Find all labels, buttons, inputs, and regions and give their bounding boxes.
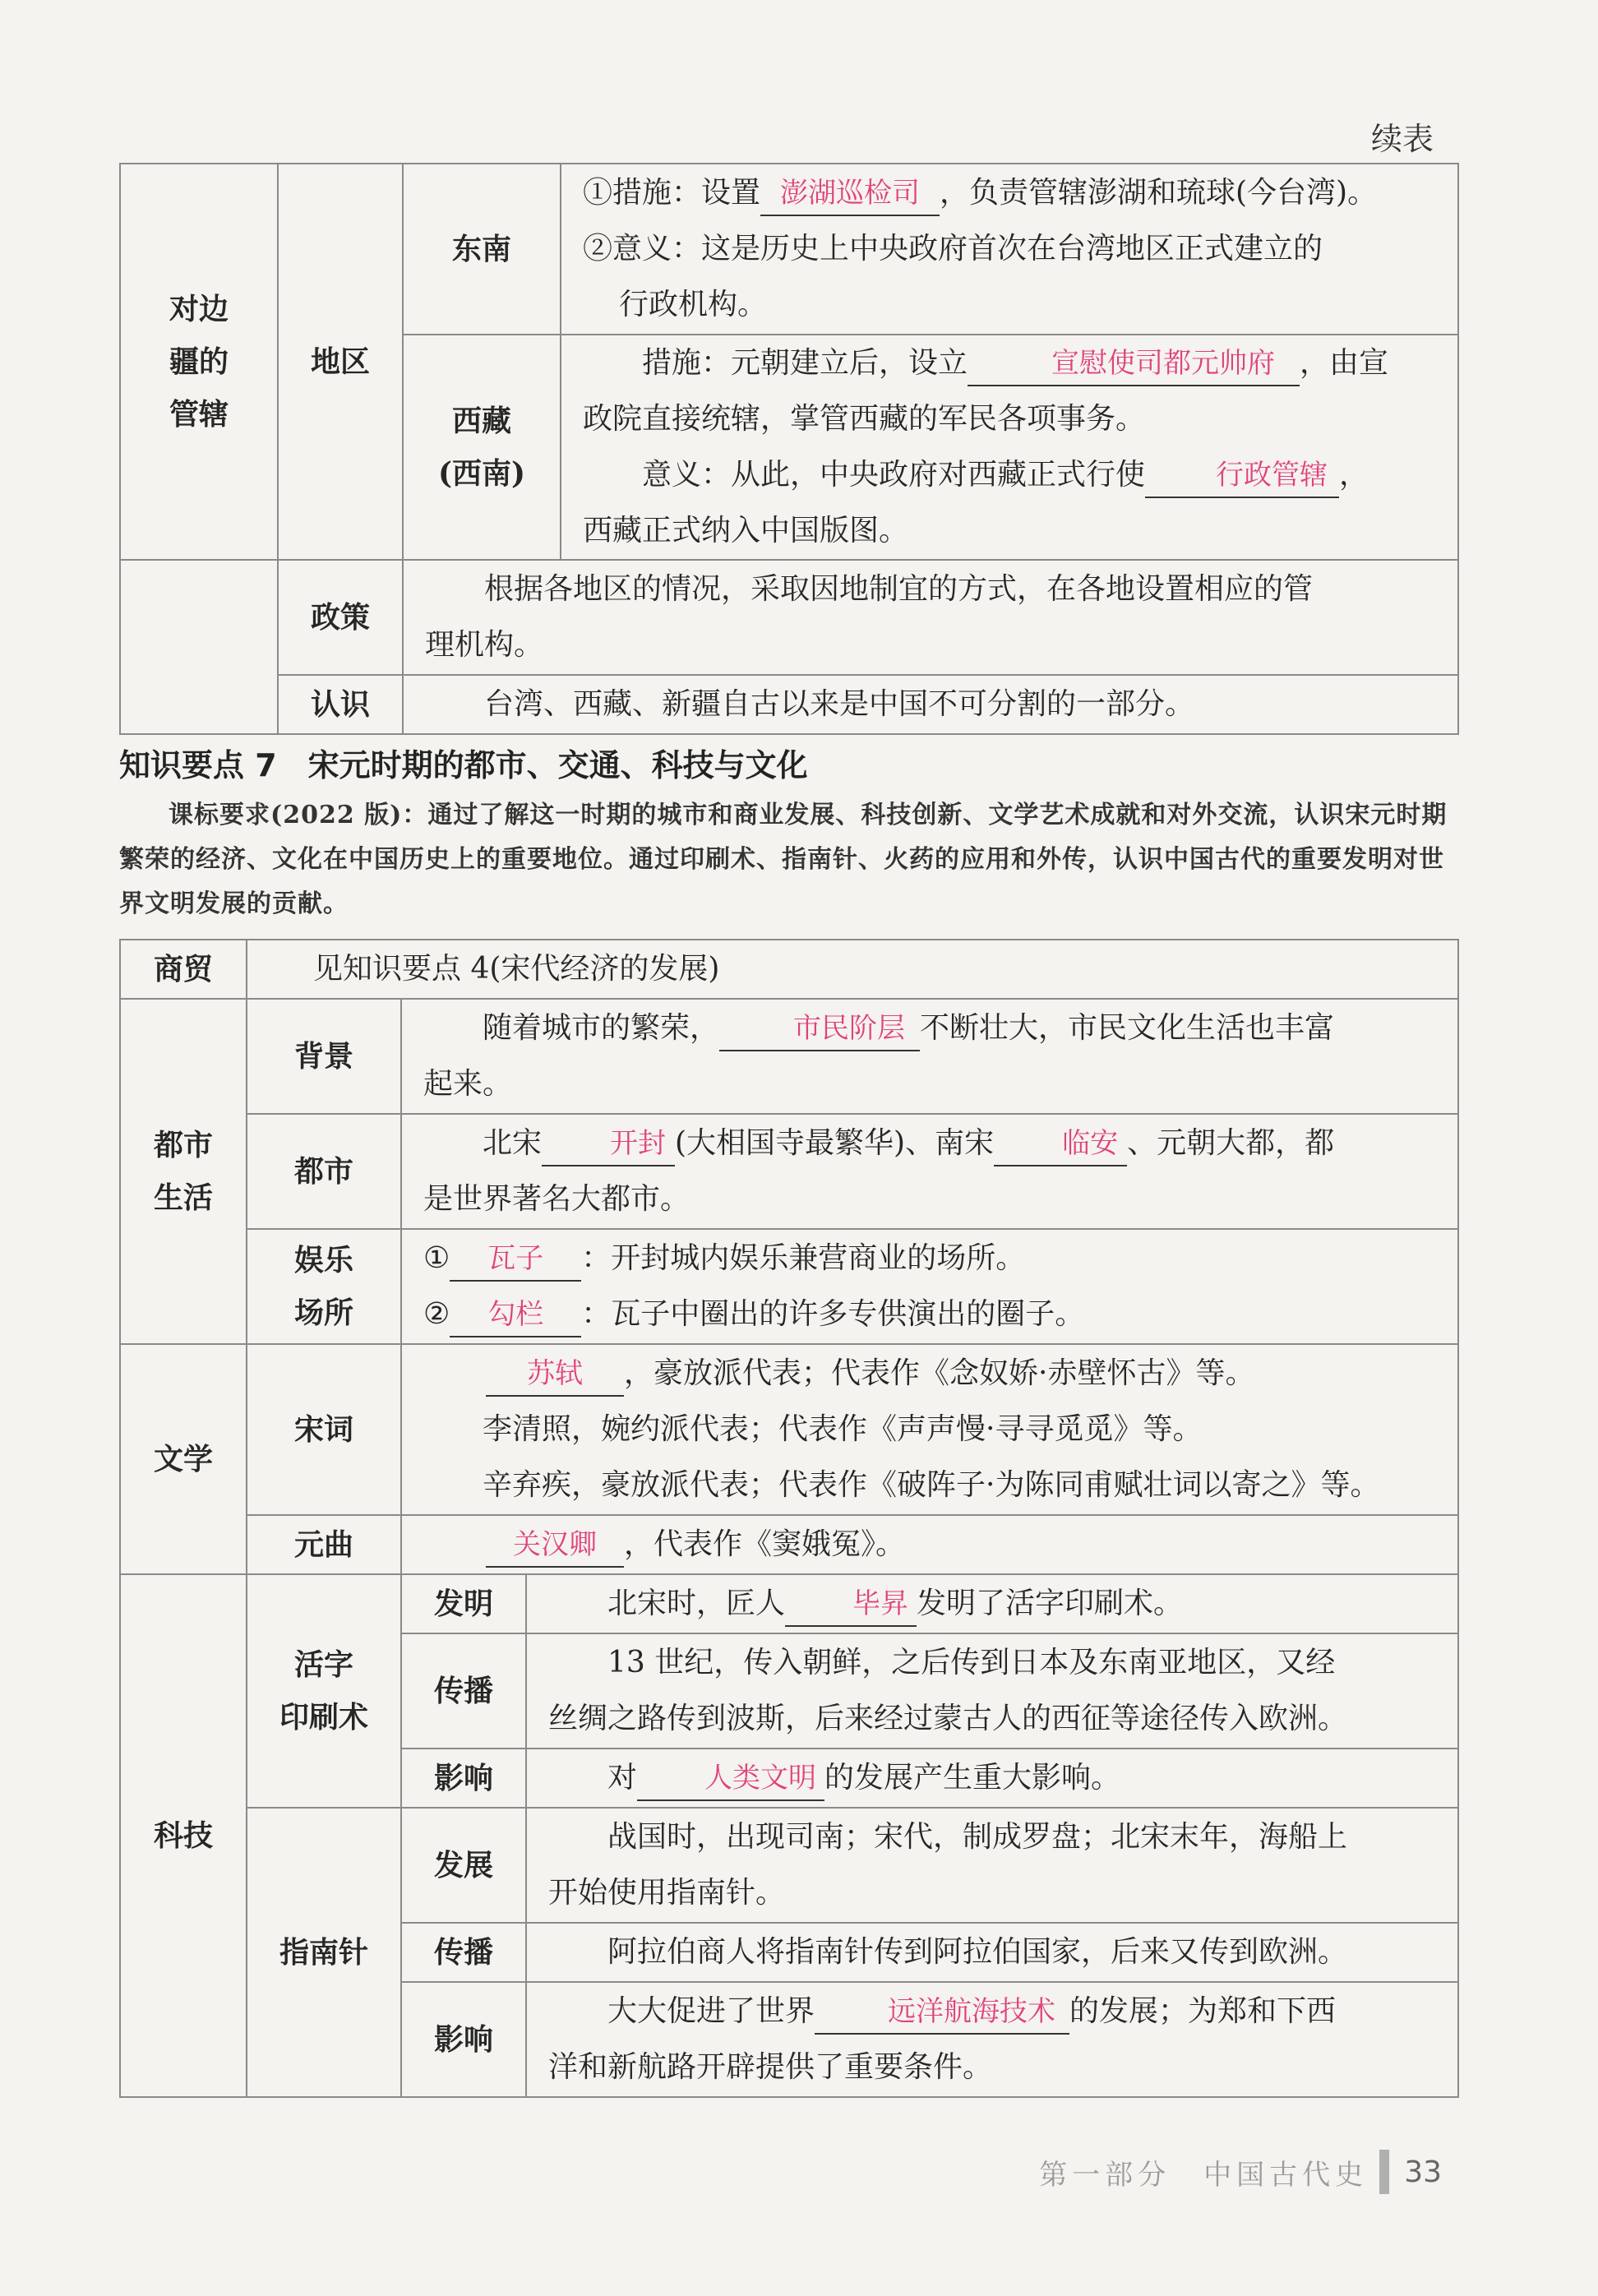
page-footer bbox=[1039, 2150, 1442, 2194]
song-yuan-table bbox=[119, 939, 1459, 2098]
compass-spread-content bbox=[526, 1923, 1458, 1982]
qu-content bbox=[401, 1515, 1458, 1574]
trade-cell bbox=[120, 940, 247, 999]
answer-xuanwei: 宣慰使司都元帅府 bbox=[968, 342, 1300, 386]
invention-prefix: 北宋时，匠人 bbox=[607, 1587, 786, 1620]
knowledge-point-title: 知识要点 7 宋元时期的都市、交通、科技与文化 bbox=[119, 747, 808, 783]
printing-spread-label: 传播 bbox=[433, 1674, 493, 1708]
compass-impact-suffix: 的发展；为郑和下西 bbox=[1069, 1994, 1337, 2028]
answer-human-civilization: 人类文明 bbox=[637, 1757, 824, 1801]
answer-penghu: 澎湖巡检司 bbox=[760, 172, 940, 216]
answer-goulan: 勾栏 bbox=[450, 1293, 581, 1337]
compass-spread-cell bbox=[401, 1923, 526, 1982]
compass-label: 指南针 bbox=[279, 1935, 368, 1970]
tibet-meaning-cont: 西藏正式纳入中国版图。 bbox=[583, 514, 909, 547]
tibet-measure-cont: 政院直接统辖，掌管西藏的军民各项事务。 bbox=[583, 402, 1146, 436]
background-cell bbox=[247, 999, 401, 1114]
compass-impact-cont: 洋和新航路开辟提供了重要条件。 bbox=[548, 2050, 993, 2084]
compass-impact-content bbox=[526, 1982, 1458, 2097]
curriculum-standard: 课标要求(2022 版)：通过了解这一时期的城市和商业发展、科技创新、文学艺术成就和对外交流，认识宋元时期繁荣的经济、文化在中国历史上的重要地位。通过印刷术、指南针、火药的应用和外传，认识中国古代的重要发明对世界文明发展的贡献。 bbox=[119, 801, 1448, 918]
compass-impact-prefix: 大大促进了世界 bbox=[607, 1994, 815, 2028]
item2-number: ② bbox=[423, 1297, 450, 1331]
policy-content bbox=[403, 560, 1458, 675]
trade-text: 见知识要点 4(宋代经济的发展) bbox=[313, 952, 720, 986]
cities-content bbox=[401, 1114, 1458, 1229]
printing-cell bbox=[247, 1574, 401, 1808]
invention-suffix: 发明了活字印刷术。 bbox=[917, 1587, 1184, 1620]
answer-sushi: 苏轼 bbox=[486, 1352, 624, 1397]
entertainment-cell bbox=[247, 1229, 401, 1344]
answer-citizen-class: 市民阶层 bbox=[719, 1007, 920, 1051]
border-governance-table bbox=[119, 163, 1459, 735]
answer-linan: 临安 bbox=[994, 1122, 1127, 1166]
printing-impact-content bbox=[526, 1749, 1458, 1808]
background-label: 背景 bbox=[293, 1039, 353, 1074]
compass-impact-label: 影响 bbox=[433, 2022, 493, 2057]
southeast-label: 东南 bbox=[451, 232, 511, 266]
compass-spread-text: 阿拉伯商人将指南针传到阿拉伯国家，后来又传到欧洲。 bbox=[607, 1935, 1348, 1969]
policy-cell bbox=[278, 560, 403, 675]
printing-impact-cell bbox=[401, 1749, 526, 1808]
policy-label: 政策 bbox=[310, 600, 370, 635]
answer-wazi: 瓦子 bbox=[450, 1237, 581, 1282]
technology-cell bbox=[120, 1574, 247, 2097]
policy-text-cont: 理机构。 bbox=[425, 628, 544, 662]
understanding-label: 认识 bbox=[310, 687, 370, 722]
compass-cell bbox=[247, 1808, 401, 2097]
printing-impact-label: 影响 bbox=[433, 1761, 493, 1795]
item1-number: ① bbox=[423, 1241, 450, 1275]
tibet-measure-suffix: ，由宣 bbox=[1300, 346, 1389, 380]
continued-label: 续表 bbox=[1370, 121, 1434, 157]
cities-cell bbox=[247, 1114, 401, 1229]
qu-cell bbox=[247, 1515, 401, 1574]
footer-divider bbox=[1379, 2150, 1389, 2194]
background-suffix: 不断壮大，市民文化生活也丰富 bbox=[920, 1011, 1335, 1045]
qu-text: ，代表作《窦娥冤》。 bbox=[624, 1527, 906, 1561]
ci-content bbox=[401, 1344, 1458, 1515]
southeast-meaning: ②意义：这是历史上中央政府首次在台湾地区正式建立的 bbox=[583, 232, 1323, 266]
policy-text: 根据各地区的情况，采取因地制宜的方式，在各地设置相应的管 bbox=[484, 572, 1314, 606]
answer-guanhanqing: 关汉卿 bbox=[486, 1523, 624, 1568]
southeast-meaning-cont: 行政机构。 bbox=[619, 288, 768, 321]
footer-section: 第一部分 中国古代史 bbox=[1039, 2158, 1369, 2192]
ci-line3: 辛弃疾，豪放派代表；代表作《破阵子·为陈同甫赋壮词以寄之》等。 bbox=[483, 1468, 1380, 1502]
region-cell bbox=[278, 164, 403, 560]
compass-dev-label: 发展 bbox=[433, 1848, 493, 1883]
ci-line2: 李清照，婉约派代表；代表作《声声慢·寻寻觅觅》等。 bbox=[483, 1412, 1203, 1446]
printing-label: 活字 bbox=[293, 1647, 353, 1682]
printing-spread-content bbox=[526, 1633, 1458, 1749]
tibet-meaning-suffix: ， bbox=[1339, 458, 1369, 492]
entertainment-content bbox=[401, 1229, 1458, 1344]
ci-cell bbox=[247, 1344, 401, 1515]
compass-dev-content bbox=[526, 1808, 1458, 1923]
category-spacer bbox=[120, 560, 278, 734]
southeast-content bbox=[561, 164, 1458, 335]
city-life-sublabel: 生活 bbox=[153, 1180, 213, 1215]
literature-cell bbox=[120, 1344, 247, 1574]
understanding-cell bbox=[278, 675, 403, 734]
impact-suffix: 的发展产生重大影响。 bbox=[824, 1761, 1121, 1795]
city-life-cell bbox=[120, 999, 247, 1344]
printing-spread-cell bbox=[401, 1633, 526, 1749]
category-cell bbox=[120, 164, 278, 560]
tibet-content bbox=[561, 335, 1458, 560]
background-cont: 起来。 bbox=[423, 1067, 513, 1101]
compass-impact-cell bbox=[401, 1982, 526, 2097]
entertainment-sublabel: 场所 bbox=[293, 1296, 353, 1330]
tibet-meaning-prefix: 意义：从此，中央政府对西藏正式行使 bbox=[642, 458, 1146, 492]
printing-spread-cont: 丝绸之路传到波斯，后来经过蒙古人的西征等途径传入欧洲。 bbox=[548, 1702, 1348, 1735]
understanding-text: 台湾、西藏、新疆自古以来是中国不可分割的一部分。 bbox=[484, 687, 1195, 721]
understanding-content bbox=[403, 675, 1458, 734]
cities-suffix: 、元朝大都，都 bbox=[1127, 1126, 1335, 1160]
city-life-label: 都市 bbox=[153, 1128, 213, 1162]
item1-text: ：开封城内娱乐兼营商业的场所。 bbox=[581, 1241, 1026, 1275]
tibet-measure-prefix: 措施：元朝建立后，设立 bbox=[642, 346, 968, 380]
tibet-sublabel: (西南) bbox=[437, 456, 526, 491]
printing-invention-label: 发明 bbox=[433, 1587, 493, 1621]
answer-bisheng: 毕昇 bbox=[785, 1582, 917, 1627]
printing-spread-text: 13 世纪，传入朝鲜，之后传到日本及东南亚地区，又经 bbox=[607, 1646, 1336, 1679]
trade-content bbox=[247, 940, 1458, 999]
entertainment-label: 娱乐 bbox=[293, 1243, 353, 1277]
item2-text: ：瓦子中圈出的许多专供演出的圈子。 bbox=[581, 1297, 1085, 1331]
region-label: 地区 bbox=[310, 344, 370, 379]
southeast-cell bbox=[403, 164, 561, 335]
answer-admin: 行政管辖 bbox=[1145, 454, 1339, 498]
tibet-label: 西藏 bbox=[451, 404, 511, 438]
technology-label: 科技 bbox=[153, 1818, 213, 1853]
compass-dev-text: 战国时，出现司南；宋代，制成罗盘；北宋末年，海船上 bbox=[607, 1820, 1348, 1854]
background-prefix: 随着城市的繁荣， bbox=[483, 1011, 720, 1045]
compass-spread-label: 传播 bbox=[433, 1935, 493, 1970]
ci-line1-text: ，豪放派代表；代表作《念奴娇·赤壁怀古》等。 bbox=[624, 1356, 1255, 1390]
background-content bbox=[401, 999, 1458, 1114]
trade-label: 商贸 bbox=[153, 952, 213, 986]
cities-label: 都市 bbox=[293, 1154, 353, 1189]
tibet-cell bbox=[403, 335, 561, 560]
printing-invention-content bbox=[526, 1574, 1458, 1633]
answer-kaifeng: 开封 bbox=[542, 1122, 675, 1166]
cities-cont: 是世界著名大都市。 bbox=[423, 1182, 690, 1216]
southeast-measure-suffix: ，负责管辖澎湖和琉球(今台湾)。 bbox=[940, 176, 1378, 210]
southeast-measure-prefix: ①措施：设置 bbox=[583, 176, 761, 210]
literature-label: 文学 bbox=[153, 1442, 213, 1476]
printing-invention-cell bbox=[401, 1574, 526, 1633]
ci-label: 宋词 bbox=[293, 1412, 353, 1447]
qu-label: 元曲 bbox=[293, 1527, 353, 1562]
impact-prefix: 对 bbox=[607, 1761, 638, 1795]
cities-middle: (大相国寺最繁华)、南宋 bbox=[675, 1126, 995, 1160]
compass-dev-cell bbox=[401, 1808, 526, 1923]
page-number: 33 bbox=[1404, 2155, 1442, 2189]
printing-sublabel: 印刷术 bbox=[279, 1700, 368, 1735]
category-label: 对边疆的管辖 bbox=[169, 292, 229, 432]
compass-dev-cont: 开始使用指南针。 bbox=[548, 1876, 786, 1910]
cities-prefix: 北宋 bbox=[483, 1126, 543, 1160]
answer-ocean-navigation: 远洋航海技术 bbox=[815, 1990, 1069, 2035]
